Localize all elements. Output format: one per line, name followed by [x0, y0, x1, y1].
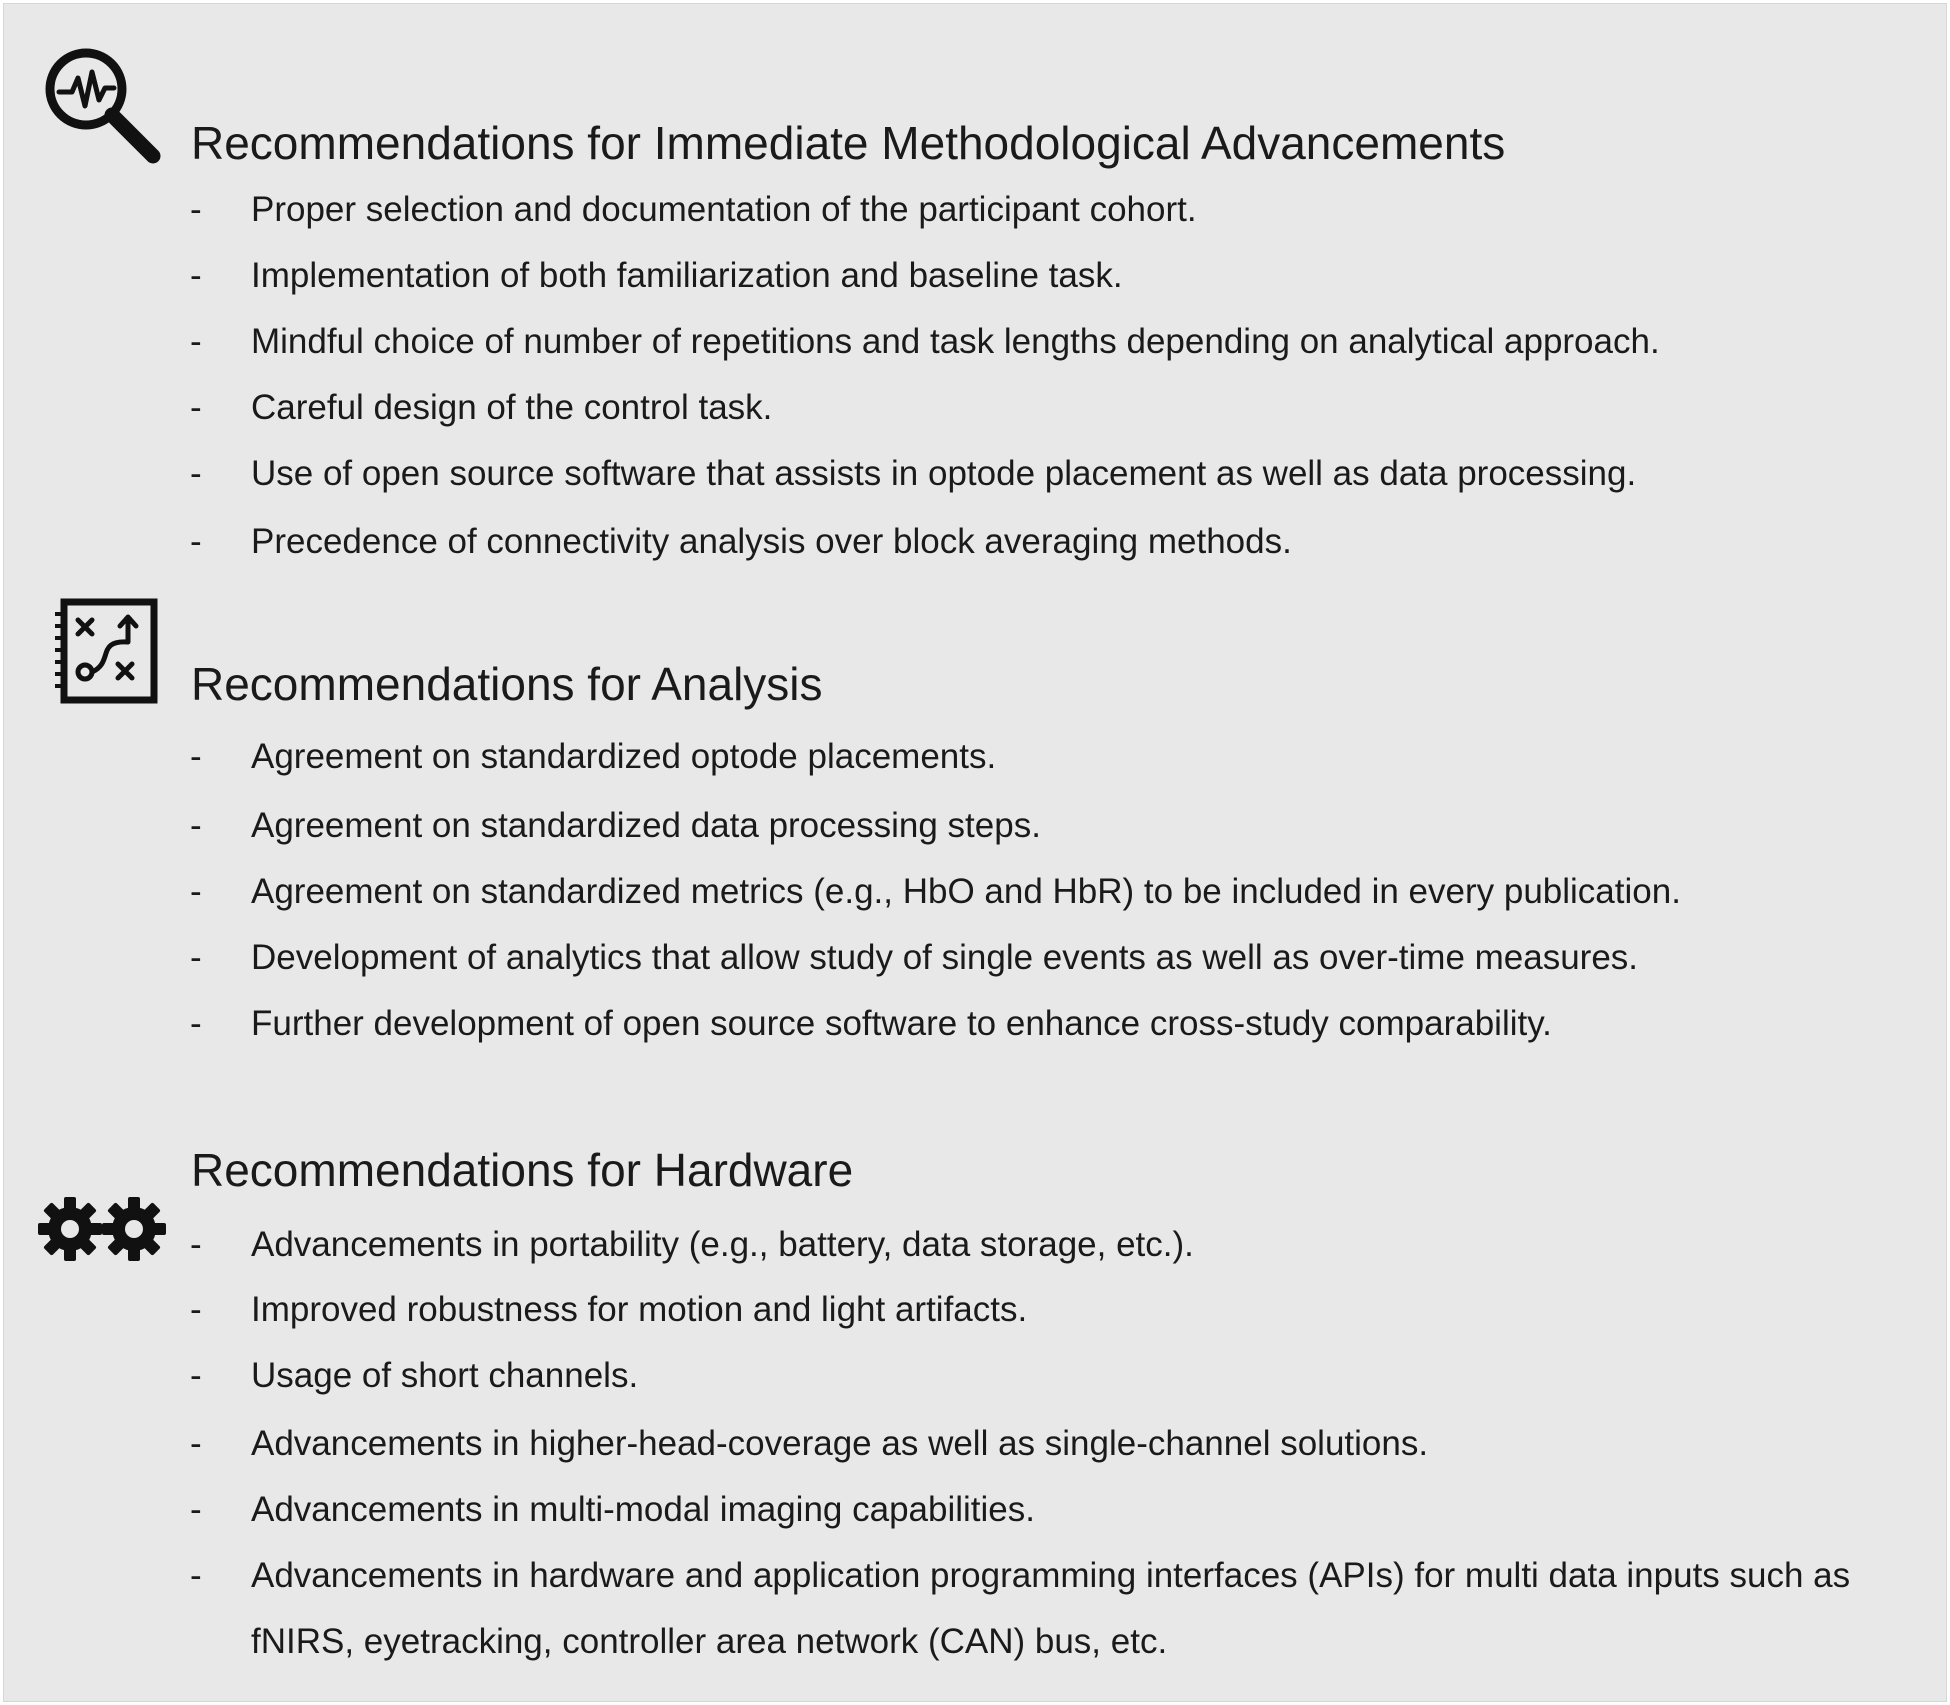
list-item-text: Proper selection and documentation of the participant cohort. [251, 190, 1197, 229]
bullet-dash: - [190, 1004, 202, 1043]
list-item-text: Agreement on standardized metrics (e.g., HbO and HbR) to be included in every publication. [251, 872, 1681, 911]
strategy-notebook-icon [52, 596, 160, 708]
list-item-text: Agreement on standardized data processing steps. [251, 806, 1041, 845]
list-item-text: Advancements in higher-head-coverage as well as single-channel solutions. [251, 1424, 1429, 1463]
list-item-text: Development of analytics that allow study of single events as well as over-time measures. [251, 938, 1639, 977]
bullet-dash: - [190, 737, 202, 776]
magnifier-waveform-icon [39, 42, 164, 167]
list-item-text: Precedence of connectivity analysis over block averaging methods. [251, 522, 1292, 561]
bullet-dash: - [190, 190, 202, 229]
recommendations-panel [3, 3, 1947, 1702]
section-heading: Recommendations for Hardware [191, 1144, 854, 1196]
list-item-text: Usage of short channels. [251, 1356, 639, 1395]
list-item-text: Advancements in portability (e.g., battery, data storage, etc.). [251, 1225, 1194, 1264]
bullet-dash: - [190, 322, 202, 361]
bullet-dash: - [190, 1225, 202, 1264]
bullet-dash: - [190, 872, 202, 911]
bullet-dash: - [190, 522, 202, 561]
list-item-text: Advancements in multi-modal imaging capabilities. [251, 1490, 1035, 1529]
list-item-text: Use of open source software that assists in optode placement as well as data processing. [251, 454, 1637, 493]
bullet-dash: - [190, 1356, 202, 1395]
list-item-text: Improved robustness for motion and light artifacts. [251, 1290, 1028, 1329]
section-heading: Recommendations for Immediate Methodological Advancements [191, 117, 1506, 169]
list-item-text: Mindful choice of number of repetitions and task lengths depending on analytical approach. [251, 322, 1660, 361]
list-item-text: Advancements in hardware and application programming interfaces (APIs) for multi data inputs such as [251, 1556, 1851, 1595]
bullet-dash: - [190, 1490, 202, 1529]
bullet-dash: - [190, 256, 202, 295]
bullet-dash: - [190, 806, 202, 845]
list-item-text: Agreement on standardized optode placements. [251, 737, 997, 776]
bullet-dash: - [190, 388, 202, 427]
bullet-dash: - [190, 1290, 202, 1329]
list-item-text: Careful design of the control task. [251, 388, 773, 427]
section-heading: Recommendations for Analysis [191, 658, 823, 710]
list-item-text: Implementation of both familiarization and baseline task. [251, 256, 1123, 295]
list-item-text-continuation: fNIRS, eyetracking, controller area network (CAN) bus, etc. [251, 1622, 1168, 1661]
bullet-dash: - [190, 454, 202, 493]
bullet-dash: - [190, 1556, 202, 1595]
bullet-dash: - [190, 938, 202, 977]
bullet-dash: - [190, 1424, 202, 1463]
gears-icon [36, 1194, 168, 1264]
list-item-text: Further development of open source software to enhance cross-study comparability. [251, 1004, 1552, 1043]
